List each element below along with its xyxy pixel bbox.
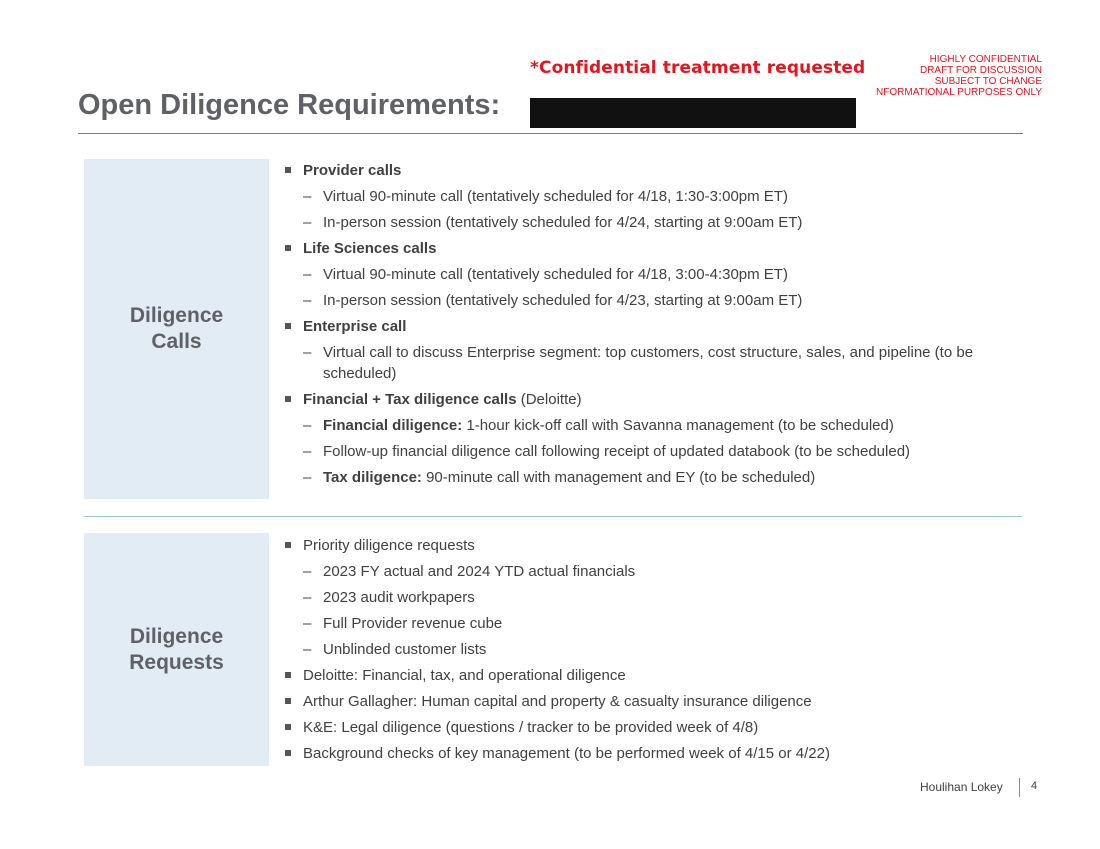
stamp-line: SUBJECT TO CHANGE (934, 76, 1042, 87)
confidential-notice: *Confidential treatment requested (530, 58, 866, 78)
list-subitem: – In-person session (tentatively scheduled for 4/24, starting at 9:00am ET) (285, 212, 1043, 233)
list-subitem: – Unblinded customer lists (285, 639, 830, 660)
list-item: Priority diligence requests (285, 535, 830, 556)
list-subitem: – Virtual 90-minute call (tentatively scheduled for 4/18, 1:30-3:00pm ET) (285, 186, 1043, 207)
section-label-calls (84, 159, 269, 499)
item-heading: Provider calls (303, 162, 402, 179)
section-label-requests (84, 533, 269, 766)
list-item (285, 316, 1043, 337)
list-item: K&E: Legal diligence (questions / tracker to be provided week of 4/8) (285, 717, 830, 738)
item-heading: Life Sciences calls (303, 240, 437, 257)
section-label-line: Requests (129, 650, 224, 674)
footer-separator (1019, 778, 1020, 797)
list-subitem: – Virtual call to discuss Enterprise segment: top customers, cost structure, sales, and pipeline (to be scheduled) (285, 342, 1043, 384)
list-item (285, 389, 1043, 410)
list-item (285, 238, 1043, 259)
subitem-bold: Financial diligence: (323, 417, 463, 434)
list-item: Background checks of key management (to be performed week of 4/15 or 4/22) (285, 743, 830, 764)
list-subitem: – In-person session (tentatively scheduled for 4/23, starting at 9:00am ET) (285, 290, 1043, 311)
calls-list (285, 160, 1043, 493)
section-label-line: Diligence (129, 624, 224, 648)
item-heading: Enterprise call (303, 318, 407, 335)
item-heading: Financial + Tax diligence calls (303, 391, 517, 408)
page-number: 4 (1031, 780, 1038, 792)
list-subitem (285, 415, 1043, 436)
list-subitem: – Virtual 90-minute call (tentatively scheduled for 4/18, 3:00-4:30pm ET) (285, 264, 1043, 285)
subitem-bold: Tax diligence: (323, 469, 422, 486)
confidentiality-stamp (876, 54, 1042, 98)
list-item: Deloitte: Financial, tax, and operational diligence (285, 665, 830, 686)
title-underline (78, 133, 1023, 134)
requests-list (285, 535, 830, 769)
list-subitem: – 2023 FY actual and 2024 YTD actual financials (285, 561, 830, 582)
footer-brand-logo: Houlihan Lokey (920, 780, 1003, 794)
section-label-line: Calls (151, 330, 202, 353)
section-divider (84, 516, 1022, 517)
stamp-line: NFORMATIONAL PURPOSES ONLY (876, 87, 1042, 98)
subitem-text: 90-minute call with management and EY (to be scheduled) (421, 469, 816, 486)
stamp-line: DRAFT FOR DISCUSSION (919, 65, 1042, 76)
redaction-bar (530, 98, 856, 128)
list-subitem (285, 467, 1043, 488)
page-title: Open Diligence Requirements: (78, 89, 501, 121)
list-subitem: – Follow-up financial diligence call following receipt of updated databook (to be scheduled) (285, 441, 1043, 462)
list-item: Arthur Gallagher: Human capital and property & casualty insurance diligence (285, 691, 830, 712)
stamp-line: HIGHLY CONFIDENTIAL (929, 54, 1042, 65)
subitem-text: 1-hour kick-off call with Savanna management (to be scheduled) (462, 417, 894, 434)
list-subitem: – Full Provider revenue cube (285, 613, 830, 634)
list-subitem: – 2023 audit workpapers (285, 587, 830, 608)
list-item (285, 160, 1043, 181)
item-heading-suffix: (Deloitte) (516, 391, 582, 408)
section-label-line: Diligence (129, 304, 224, 327)
